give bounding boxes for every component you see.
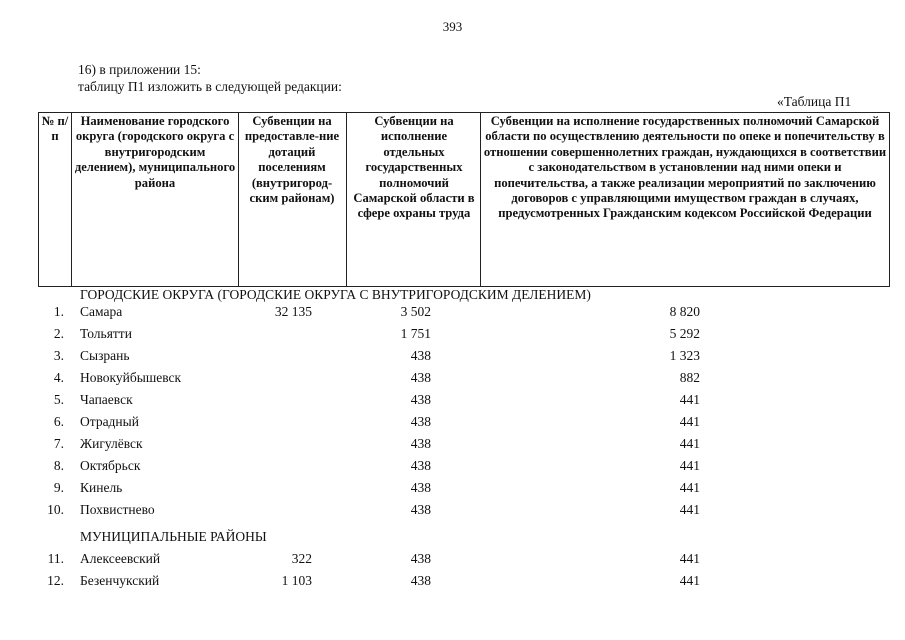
section-municipal-districts: МУНИЦИПАЛЬНЫЕ РАЙОНЫ	[80, 529, 267, 544]
intro-line-1: 16) в приложении 15:	[78, 62, 201, 77]
header-dotations: Субвенции на предоставле-ние дотаций поселениям (внутригород-ским районам)	[244, 114, 340, 206]
row-number: 8.	[53, 458, 64, 473]
row-number: 11.	[47, 551, 64, 566]
header-guardianship: Субвенции на исполнение государственных полномочий Самарской области по осуществлению деятельности по опеке и попечительству в отношении совершеннолетних граждан, нуждающихся в соответствии с законодательством в установлении над ними опеки и попечительства, а также реализации мероприятий по заключению договоров с управляющими имуществом граждан в случаях, предусмотренных Гражданским кодексом Российской Федерации	[483, 114, 887, 221]
row-number: 10.	[47, 502, 64, 517]
row-number: 6.	[53, 414, 64, 429]
header-labor-protection: Субвенции на исполнение отдельных государственных полномочий Самарской области в сфере охраны труда	[353, 114, 475, 221]
row-name: Самара	[80, 304, 123, 319]
row-labor-protection-value: 438	[410, 480, 431, 495]
row-dotations-value: 322	[291, 551, 312, 566]
row-guardianship-value: 1 323	[669, 348, 700, 363]
row-guardianship-value: 441	[679, 480, 700, 495]
row-labor-protection-value: 438	[410, 392, 431, 407]
row-guardianship-value: 441	[679, 573, 700, 588]
row-labor-protection-value: 438	[410, 370, 431, 385]
row-number: 3.	[53, 348, 64, 363]
table-caption: «Таблица П1	[777, 94, 852, 109]
row-number: 4.	[53, 370, 64, 385]
row-number: 12.	[47, 573, 64, 588]
row-labor-protection-value: 438	[410, 573, 431, 588]
row-name: Чапаевск	[80, 392, 133, 407]
row-labor-protection-value: 1 751	[400, 326, 431, 341]
header-divider	[346, 112, 347, 287]
row-name: Алексеевский	[80, 551, 161, 566]
header-divider	[480, 112, 481, 287]
row-guardianship-value: 441	[679, 502, 700, 517]
row-labor-protection-value: 438	[410, 348, 431, 363]
row-labor-protection-value: 3 502	[400, 304, 431, 319]
row-labor-protection-value: 438	[410, 551, 431, 566]
row-labor-protection-value: 438	[410, 436, 431, 451]
row-labor-protection-value: 438	[410, 414, 431, 429]
row-guardianship-value: 441	[679, 458, 700, 473]
row-name: Отрадный	[80, 414, 139, 429]
row-guardianship-value: 8 820	[669, 304, 700, 319]
row-guardianship-value: 441	[679, 414, 700, 429]
row-number: 1.	[53, 304, 64, 319]
row-name: Кинель	[80, 480, 123, 495]
header-name: Наименование городского округа (городского округа с внутригородским делением), муниципального района	[74, 114, 236, 190]
intro-line-2: таблицу П1 изложить в следующей редакции:	[78, 79, 342, 94]
row-dotations-value: 1 103	[281, 573, 312, 588]
row-labor-protection-value: 438	[410, 502, 431, 517]
row-name: Новокуйбышевск	[80, 370, 182, 385]
row-dotations-value: 32 135	[274, 304, 312, 319]
row-name: Безенчукский	[80, 573, 160, 588]
row-name: Октябрьск	[80, 458, 141, 473]
row-name: Тольятти	[80, 326, 132, 341]
section-city-districts: ГОРОДСКИЕ ОКРУГА (ГОРОДСКИЕ ОКРУГА С ВНУТРИГОРОДСКИМ ДЕЛЕНИЕМ)	[80, 287, 591, 302]
row-number: 7.	[53, 436, 64, 451]
header-divider	[71, 112, 72, 287]
header-num: № п/п	[41, 114, 69, 144]
row-guardianship-value: 441	[679, 436, 700, 451]
row-number: 9.	[53, 480, 64, 495]
row-guardianship-value: 882	[679, 370, 700, 385]
row-number: 5.	[53, 392, 64, 407]
row-guardianship-value: 5 292	[669, 326, 700, 341]
row-guardianship-value: 441	[679, 551, 700, 566]
row-name: Похвистнево	[80, 502, 155, 517]
row-name: Жигулёвск	[80, 436, 143, 451]
header-divider	[238, 112, 239, 287]
row-labor-protection-value: 438	[410, 458, 431, 473]
page-number: 393	[442, 19, 463, 34]
row-number: 2.	[53, 326, 64, 341]
row-guardianship-value: 441	[679, 392, 700, 407]
row-name: Сызрань	[80, 348, 130, 363]
